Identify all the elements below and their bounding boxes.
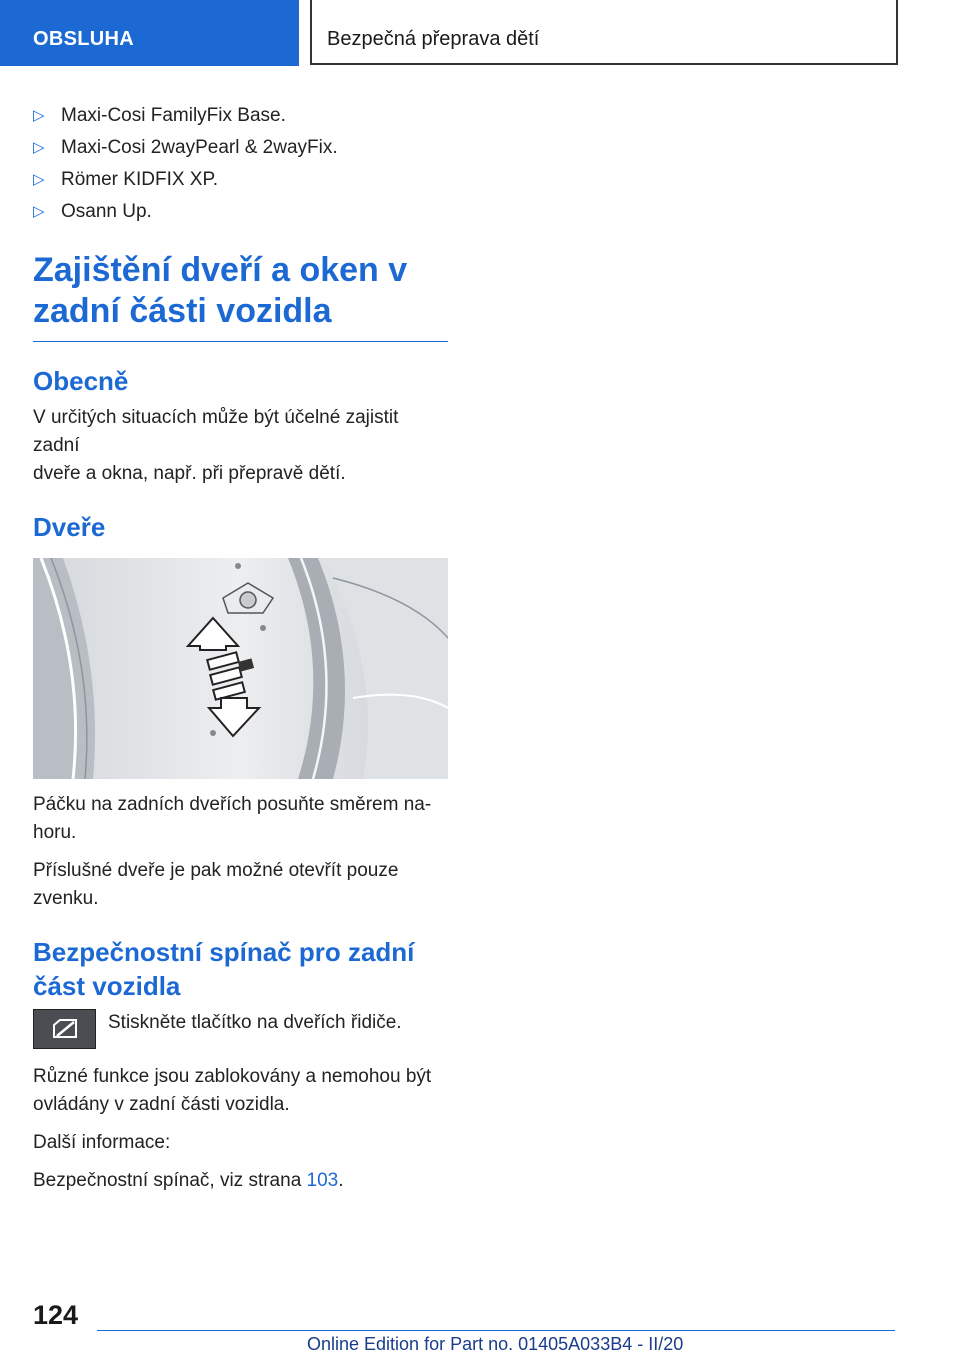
general-text: V určitých situacích může být účelné zajistit zadní dveře a okna, např. při přepravě dětí. <box>33 407 399 484</box>
section-title: OBSLUHA <box>33 28 134 50</box>
page-link[interactable]: 103 <box>306 1170 339 1191</box>
child-seat-list <box>33 100 448 228</box>
edition-footer: Online Edition for Part no. 01405A033B4 - II/20 <box>307 1334 684 1354</box>
chapter-header <box>310 0 898 65</box>
safety-switch-instruction <box>33 1009 448 1049</box>
window-lock-icon <box>33 1009 96 1049</box>
footer-divider <box>97 1330 895 1331</box>
door-open-note: Příslušné dveře je pak možné otevřít pouze zvenku. <box>33 860 399 909</box>
triangle-bullet-icon: ▷ <box>33 203 45 220</box>
general-heading: Obecně <box>33 366 129 396</box>
chapter-title: Bezpečná přeprava dětí <box>327 28 540 50</box>
functions-blocked-text: Různé funkce jsou zablokovány a nemohou být ovládány v zadní části vozidla. <box>33 1066 432 1115</box>
cross-reference: Bezpečnostní spínač, viz strana 103. <box>33 1170 344 1191</box>
lever-instruction: Páčku na zadních dveřích posuňte směrem na‑ horu. <box>33 794 432 843</box>
doors-heading: Dveře <box>33 512 106 542</box>
page-content <box>33 100 448 1205</box>
list-item: ▷ Maxi-Cosi 2wayPearl & 2wayFix. <box>33 132 448 164</box>
safety-switch-text: Stiskněte tlačítko na dveřích řidiče. <box>108 1012 402 1033</box>
more-info-label: Další informace: <box>33 1132 171 1153</box>
child-lock-lever-illustration <box>33 558 448 779</box>
list-item: ▷ Maxi-Cosi FamilyFix Base. <box>33 100 448 132</box>
triangle-bullet-icon: ▷ <box>33 139 45 156</box>
page-number: 124 <box>33 1300 79 1330</box>
list-item: ▷ Römer KIDFIX XP. <box>33 164 448 196</box>
list-item: ▷ Osann Up. <box>33 196 448 228</box>
section-tab <box>0 0 299 66</box>
safety-switch-heading: Bezpečnostní spínač pro zadní část vozidla <box>33 937 415 1001</box>
main-heading: Zajištění dveří a oken v zadní části vozidla <box>33 250 448 342</box>
triangle-bullet-icon: ▷ <box>33 107 45 124</box>
triangle-bullet-icon: ▷ <box>33 171 45 188</box>
